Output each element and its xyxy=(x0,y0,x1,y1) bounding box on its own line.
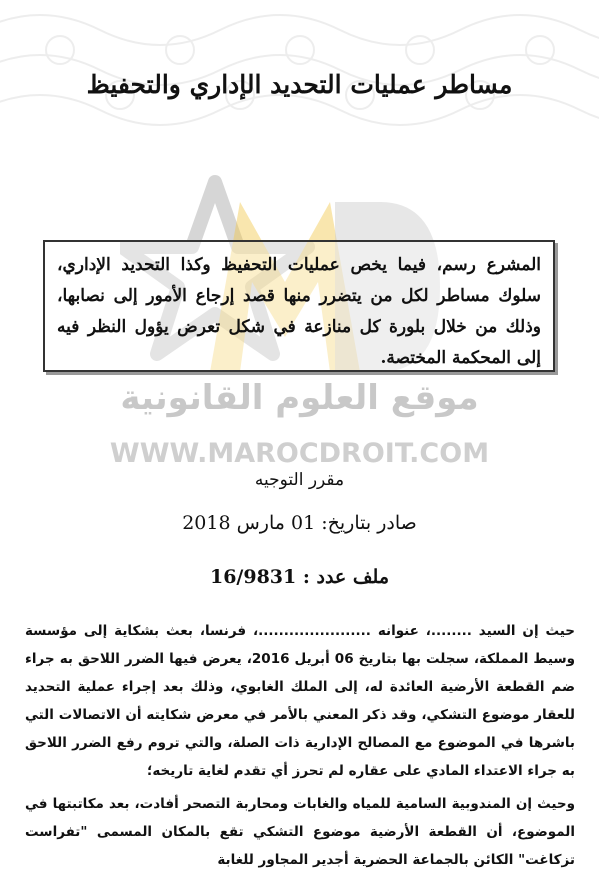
file-number: ملف عدد : 16/9831 xyxy=(209,566,390,588)
paragraph-1: حيث إن السيد ........، عنوانه ......................، فرنسا، بعث بشكاية إلى مؤسسة وسيط المملكة، سجلت بها بتاريخ 06 أبريل 2016، يعرض فيها الضرر اللاحق به جراء ضم القطعة الأرضية العائدة له، إلى الملك الغابوي، وذلك بعد إجراء عملية التحديد للعقار موضوع التشكي، وقد ذكر المعني بالأمر في معرض شكايته أن الاتصالات التي باشرها في الموضوع مع المصالح الإدارية ذات الصلة، والتي تروم رفع الضرر اللاحق به جراء الاعتداء المادي على عقاره لم تحرز أي تقدم لغاية تاريخه؛ xyxy=(25,623,575,779)
issued-date: صادر بتاريخ: 01 مارس 2018 xyxy=(182,512,417,534)
watermark-url: WWW.MAROCDROIT.COM xyxy=(109,438,490,469)
watermark-arabic: موقع العلوم القانونية xyxy=(120,378,479,418)
paragraph-2: وحيث إن المندوبية السامية للمياه والغابات ومحاربة التصحر أفادت، بعد مكاتبتها في الموضوع، أن القطعة الأرضية موضوع التشكي تقع بالمكان المسمى "تفراست تزكاغت" الكائن بالجماعة الحضرية أجدير المجاور للغابة xyxy=(25,796,575,868)
document-title: مساطر عمليات التحديد الإداري والتحفيظ xyxy=(86,70,513,99)
report-label: مقرر التوجيه xyxy=(254,470,345,490)
summary-box: المشرع رسم، فيما يخص عمليات التحفيظ وكذا التحديد الإداري، سلوك مساطر لكل من يتضرر منها قصد إرجاع الأمور إلى نصابها، وذلك من خلال بلورة كل منازعة في شكل تعرض يؤول النظر فيه إلى المحكمة المختصة. xyxy=(43,240,555,372)
